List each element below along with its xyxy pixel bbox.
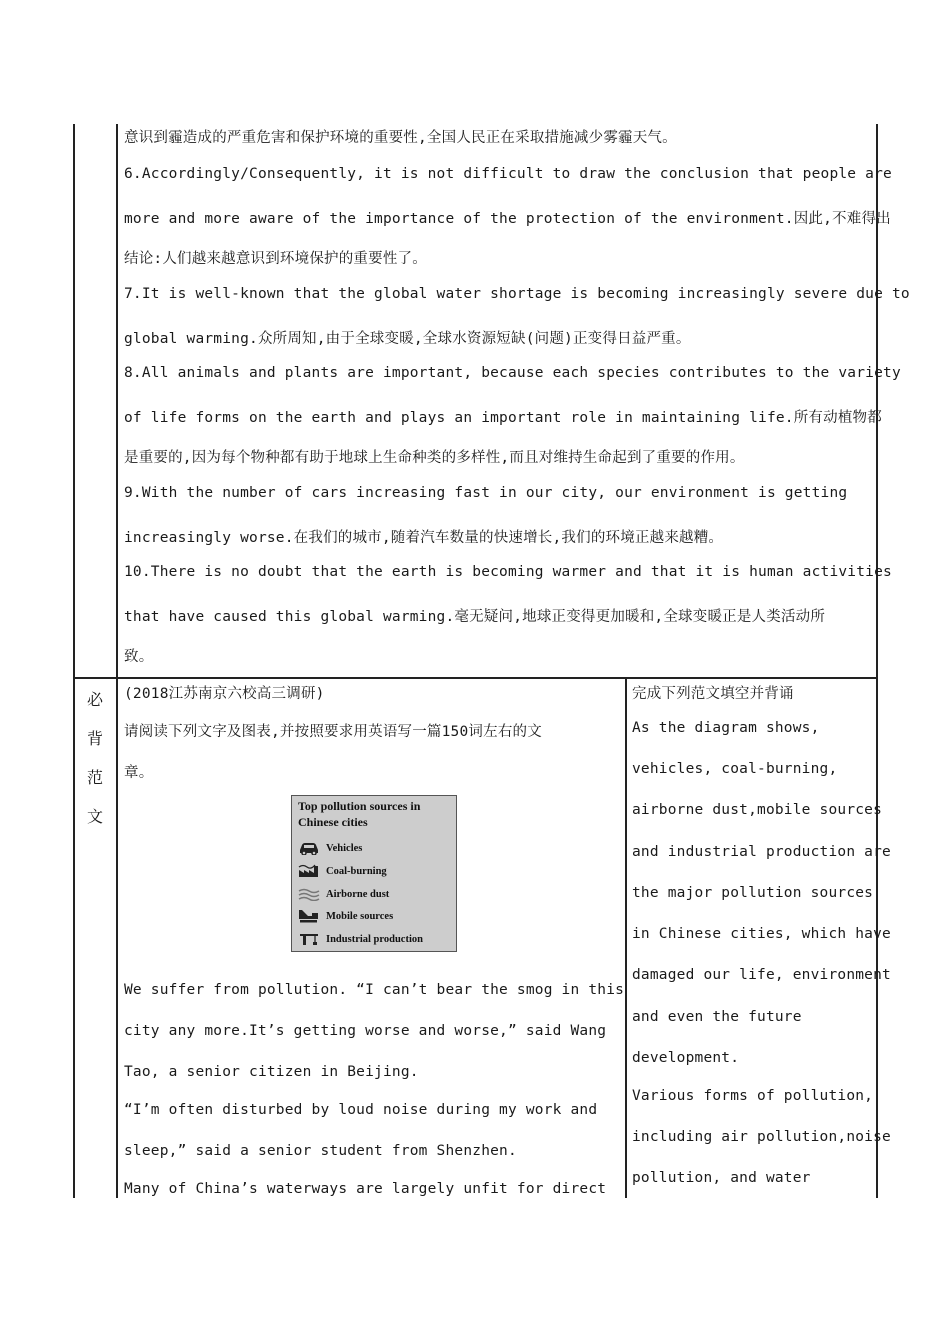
figure-item-label: Mobile sources — [326, 910, 394, 922]
model-essay-line: vehicles, coal-burning, — [632, 761, 838, 777]
table-row-divider — [73, 677, 878, 679]
model-essay-line: pollution, and water — [632, 1170, 811, 1186]
crane-icon — [298, 932, 320, 946]
task-text-line: sleep,” said a senior student from Shenzhen. — [124, 1143, 517, 1159]
row-label-char: 背 — [86, 729, 103, 748]
row-label-char: 必 — [86, 690, 103, 709]
sentence-line: 意识到霾造成的严重危害和保护环境的重要性,全国人民正在采取措施减少雾霾天气。 — [124, 130, 677, 146]
table-border-left — [73, 124, 75, 1198]
figure-item-label: Airborne dust — [326, 888, 390, 900]
factory-smoke-icon — [298, 864, 320, 878]
row-label-char: 文 — [86, 807, 103, 826]
model-essay-line: As the diagram shows, — [632, 720, 820, 736]
figure-item-label: Industrial production — [326, 933, 423, 945]
sentence-line: 结论:人们越来越意识到环境保护的重要性了。 — [124, 251, 427, 267]
excavator-icon — [298, 909, 320, 923]
row-label-char: 范 — [86, 768, 103, 787]
figure-title: Top pollution sources in Chinese cities — [298, 799, 421, 829]
pollution-sources-figure — [291, 795, 457, 952]
dust-wave-icon — [298, 887, 320, 901]
sentence-line: 10.There is no doubt that the earth is becoming warmer and that it is human activities — [124, 564, 892, 580]
model-essay-line: damaged our life, environment — [632, 967, 891, 983]
model-essay-line: airborne dust,mobile sources — [632, 802, 883, 818]
sentence-line: that have caused this global warming.毫无疑问,地球正变得更加暖和,全球变暖正是人类活动所 — [124, 609, 826, 625]
model-essay-line: including air pollution,noise — [632, 1129, 891, 1145]
task-source: (2018江苏南京六校高三调研) — [124, 686, 325, 702]
row-label — [74, 680, 116, 836]
model-essay-line: and industrial production are — [632, 844, 891, 860]
figure-item-label: Coal-burning — [326, 865, 387, 877]
model-essay-line: Various forms of pollution, — [632, 1088, 874, 1104]
task-text-line: “I’m often disturbed by loud noise during my work and — [124, 1102, 598, 1118]
model-essay-line: and even the future — [632, 1009, 802, 1025]
task-text-line: Many of China’s waterways are largely unfit for direct — [124, 1181, 607, 1197]
model-essay-line: in Chinese cities, which have — [632, 926, 891, 942]
sentence-line: global warming.众所周知,由于全球变暖,全球水资源短缺(问题)正变得日益严重。 — [124, 331, 691, 347]
sentence-line: 是重要的,因为每个物种都有助于地球上生命种类的多样性,而且对维持生命起到了重要的作用。 — [124, 450, 745, 466]
task-instruction: 章。 — [124, 765, 154, 781]
table-border-col2 — [625, 678, 627, 1198]
task-instruction: 请阅读下列文字及图表,并按照要求用英语写一篇150词左右的文 — [124, 724, 542, 740]
figure-item-label: Vehicles — [326, 842, 363, 854]
sentence-line: 8.All animals and plants are important, because each species contributes to the variety — [124, 365, 901, 381]
sentence-line: 9.With the number of cars increasing fast in our city, our environment is getting — [124, 485, 848, 501]
sentence-line: 致。 — [124, 649, 154, 665]
task-text-line: Tao, a senior citizen in Beijing. — [124, 1064, 419, 1080]
model-essay-line: the major pollution sources — [632, 885, 874, 901]
sentence-line: of life forms on the earth and plays an important role in maintaining life.所有动植物都 — [124, 410, 882, 426]
model-essay-line: development. — [632, 1050, 740, 1066]
figure-item-vehicles — [298, 840, 362, 856]
sentence-line: more and more aware of the importance of the protection of the environment.因此,不难得出 — [124, 211, 891, 227]
sentence-line: increasingly worse.在我们的城市,随着汽车数量的快速增长,我们的环境正越来越糟。 — [124, 530, 724, 546]
sentence-line: 6.Accordingly/Consequently, it is not difficult to draw the conclusion that people are — [124, 166, 892, 182]
car-icon — [298, 841, 320, 855]
figure-item-mobile — [298, 908, 393, 924]
task-text-line: We suffer from pollution. “I can’t bear the smog in this — [124, 982, 625, 998]
figure-item-dust — [298, 886, 389, 902]
sentence-line: 7.It is well-known that the global water shortage is becoming increasingly severe due to — [124, 286, 910, 302]
model-essay-heading: 完成下列范文填空并背诵 — [632, 686, 794, 702]
figure-item-coal — [298, 863, 387, 879]
table-border-col1 — [116, 124, 118, 1198]
figure-item-industrial — [298, 931, 423, 947]
task-text-line: city any more.It’s getting worse and worse,” said Wang — [124, 1023, 607, 1039]
